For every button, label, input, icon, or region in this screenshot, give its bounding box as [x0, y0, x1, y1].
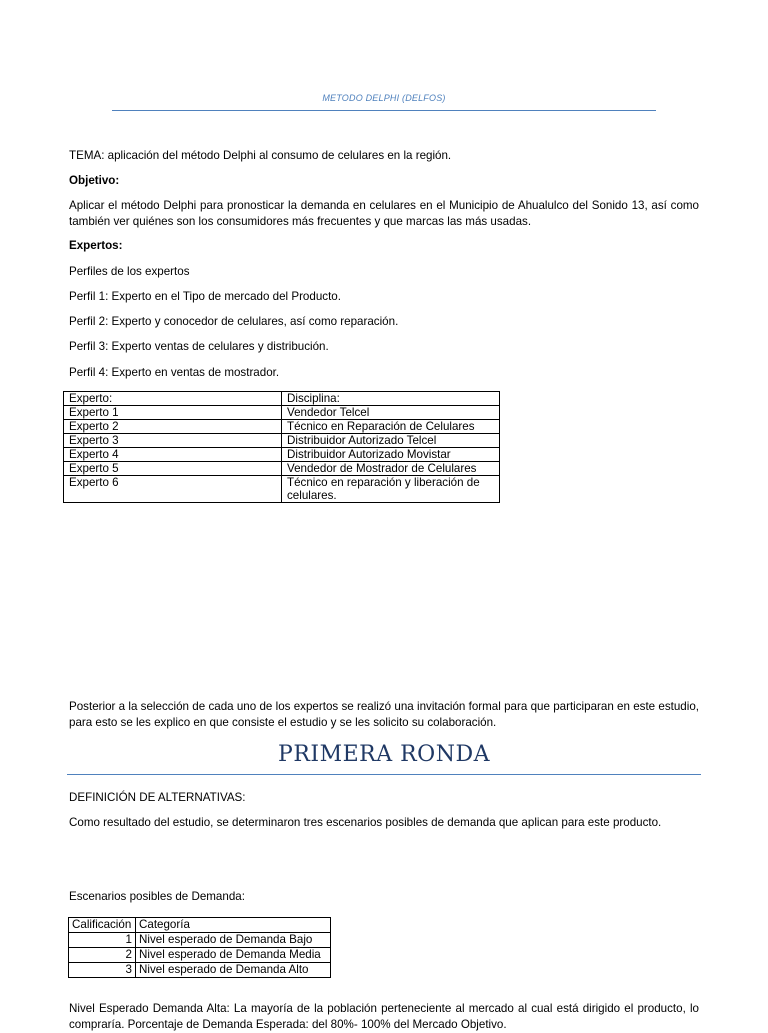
tema-line: TEMA: aplicación del método Delphi al consumo de celulares en la región.	[69, 149, 452, 162]
table-row	[69, 948, 331, 963]
table-cell: Técnico en reparación y liberación de celulares.	[282, 476, 500, 503]
section-divider	[67, 774, 701, 775]
table-row	[64, 476, 500, 503]
objetivo-heading: Objetivo:	[69, 174, 120, 187]
table-cell: 1	[69, 933, 136, 948]
table-header-cell: Experto:	[64, 392, 282, 406]
perfiles-heading: Perfiles de los expertos	[69, 265, 190, 278]
expertos-heading: Expertos:	[69, 239, 123, 252]
posterior-paragraph: Posterior a la selección de cada uno de los expertos se realizó una invitación formal para que participaran en este estudio, para esto se les explico en que consiste el estudio y se les solicito su colaboración.	[69, 700, 699, 729]
table-header-row	[64, 392, 500, 406]
table-cell: Experto 5	[64, 462, 282, 476]
header-divider	[112, 110, 656, 111]
table-row	[64, 462, 500, 476]
table-header-cell: Disciplina:	[282, 392, 500, 406]
table-cell: Distribuidor Autorizado Movistar	[282, 448, 500, 462]
table-cell: Nivel esperado de Demanda Alto	[136, 963, 331, 978]
perfil-item: Perfil 1: Experto en el Tipo de mercado del Producto.	[69, 290, 341, 303]
table-row	[64, 420, 500, 434]
table-cell: Experto 6	[64, 476, 282, 503]
table-row	[69, 933, 331, 948]
table-cell: Vendedor de Mostrador de Celulares	[282, 462, 500, 476]
nivel-alta-paragraph: Nivel Esperado Demanda Alta: La mayoría de la población perteneciente al mercado al cual está dirigido el producto, lo compraría. Porcentaje de Demanda Esperada: del 80%- 100% del Mercado Objetivo.	[69, 1002, 699, 1031]
escenarios-heading: Escenarios posibles de Demanda:	[69, 890, 245, 903]
perfil-item: Perfil 4: Experto en ventas de mostrador.	[69, 366, 280, 379]
table-row	[64, 434, 500, 448]
table-cell: Técnico en Reparación de Celulares	[282, 420, 500, 434]
perfil-item: Perfil 2: Experto y conocedor de celulares, así como reparación.	[69, 315, 399, 328]
table-row	[64, 406, 500, 420]
table-cell: Nivel esperado de Demanda Media	[136, 948, 331, 963]
table-header-row	[69, 918, 331, 933]
table-row	[64, 448, 500, 462]
table-cell: Vendedor Telcel	[282, 406, 500, 420]
perfil-item: Perfil 3: Experto ventas de celulares y distribución.	[69, 340, 329, 353]
table-cell: Experto 2	[64, 420, 282, 434]
table-header-cell: Calificación	[69, 918, 136, 933]
table-cell: Experto 3	[64, 434, 282, 448]
experts-table	[63, 391, 500, 503]
table-cell: Experto 4	[64, 448, 282, 462]
table-cell: Distribuidor Autorizado Telcel	[282, 434, 500, 448]
table-row	[69, 963, 331, 978]
definicion-heading: DEFINICIÓN DE ALTERNATIVAS:	[69, 791, 246, 804]
table-cell: 3	[69, 963, 136, 978]
table-cell: Experto 1	[64, 406, 282, 420]
section-title: PRIMERA RONDA	[278, 742, 490, 767]
objetivo-paragraph: Aplicar el método Delphi para pronosticar la demanda en celulares en el Municipio de Ahualulco del Sonido 13, así como también ver quiénes son los consumidores más frecuentes y que marcas las más usadas.	[69, 199, 699, 228]
scenarios-table	[68, 917, 331, 978]
table-cell: Nivel esperado de Demanda Bajo	[136, 933, 331, 948]
page-header-title: METODO DELPHI (DELFOS)	[322, 93, 446, 103]
table-cell: 2	[69, 948, 136, 963]
table-header-cell: Categoría	[136, 918, 331, 933]
resultado-paragraph: Como resultado del estudio, se determinaron tres escenarios posibles de demanda que aplican para este producto.	[69, 816, 662, 829]
